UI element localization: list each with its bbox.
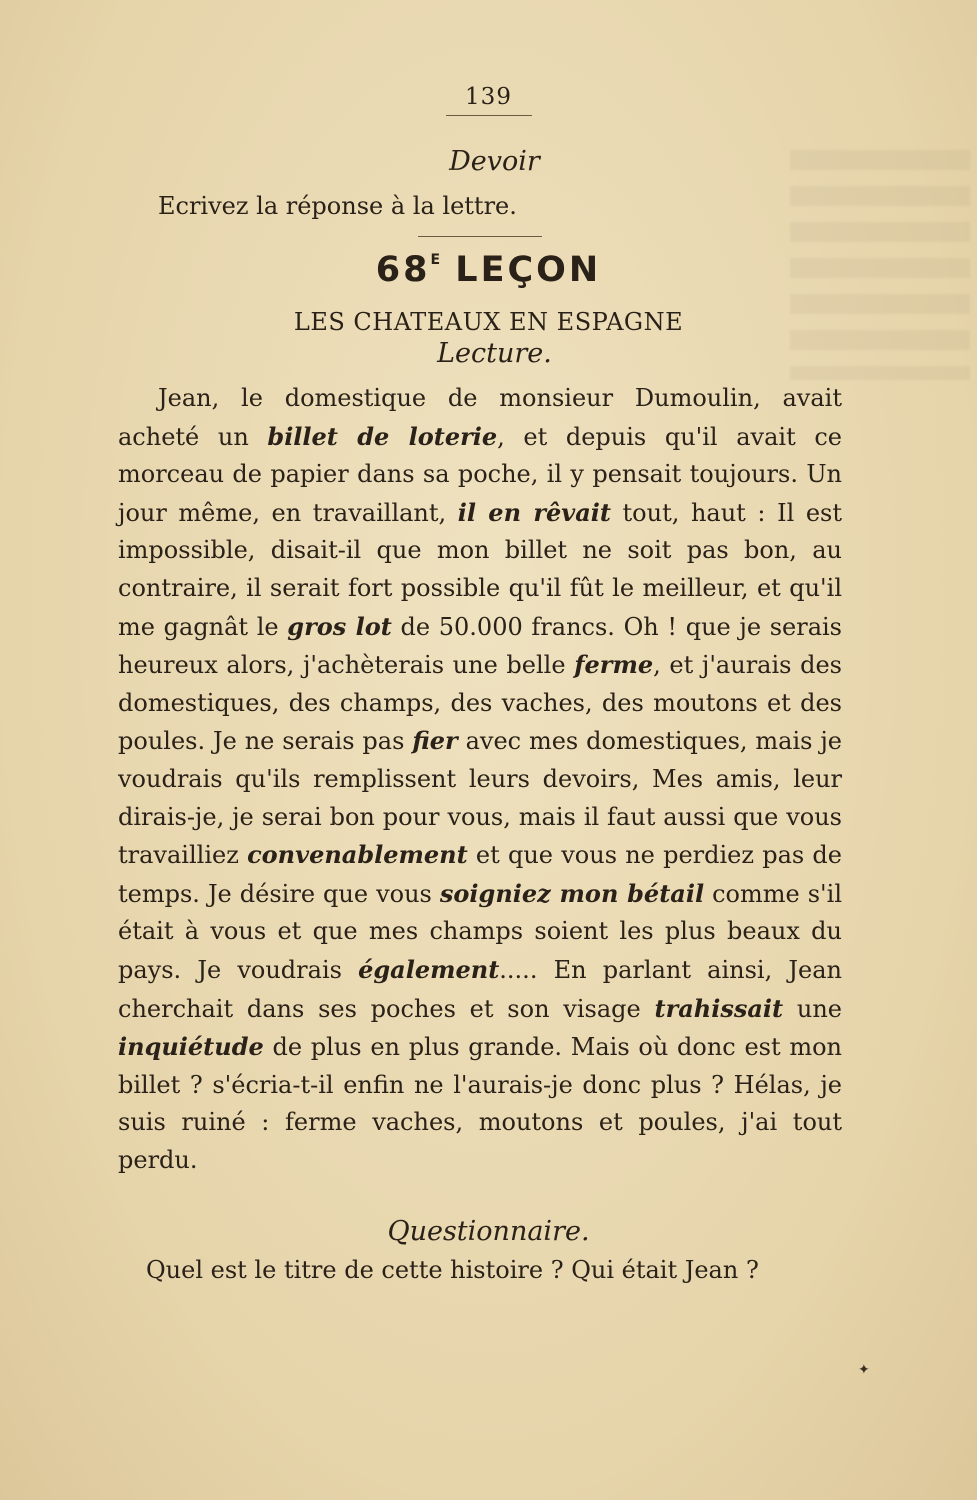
- page-number: 139: [465, 84, 512, 110]
- lesson-number: 68: [375, 250, 431, 290]
- devoir-text: Ecrivez la réponse à la lettre.: [158, 192, 517, 220]
- reading-passage: [118, 380, 842, 1179]
- questionnaire-heading: Questionnaire.: [387, 1216, 590, 1247]
- lesson-heading: [0, 250, 977, 290]
- devoir-heading: Devoir: [449, 146, 540, 177]
- divider: [418, 236, 542, 237]
- questionnaire-text: Quel est le titre de cette histoire ? Qui était Jean ?: [146, 1256, 759, 1284]
- lesson-word: LEÇON: [455, 250, 602, 290]
- lesson-number-suffix: E: [430, 252, 441, 269]
- reading-paragraph: Jean, le domestique de monsieur Dumoulin, avait acheté un billet de loterie, et depuis qu'il avait ce morceau de papier dans sa poche, il y pensait toujours. Un jour même, en travaillant, il en rêvait tout, haut : Il est impossible, disait-il que mon billet ne soit pas bon, au contraire, il serait fort possible qu'il fût le meilleur, et qu'il me gagnât le gros lot de 50.000 francs. Oh ! que je serais heureux alors, j'achèterais une belle ferme, et j'aurais des domestiques, des champs, des vaches, des moutons et des poules. Je ne serais pas fier avec mes domestiques, mais je voudrais qu'ils remplissent leurs devoirs, Mes amis, leur dirais-je, je serai bon pour vous, mais il faut aussi que vous travailliez convenablement et que vous ne perdiez pas de temps. Je désire que vous soigniez mon bétail comme s'il était à vous et que mes champs soient les plus beaux du pays. Je voudrais également..... En parlant ainsi, Jean cherchait dans ses poches et son visage trahissait une inquiétude de plus en plus grande. Mais où donc est mon billet ? s'écria-t-il enfin ne l'aurais-je donc plus ? Hélas, je suis ruiné : ferme vaches, moutons et poules, j'ai tout perdu.: [118, 384, 843, 1174]
- ink-mark: ✦: [858, 1362, 870, 1378]
- lecture-heading: Lecture.: [437, 338, 552, 369]
- story-title: LES CHATEAUX EN ESPAGNE: [293, 308, 684, 336]
- divider: [446, 115, 532, 116]
